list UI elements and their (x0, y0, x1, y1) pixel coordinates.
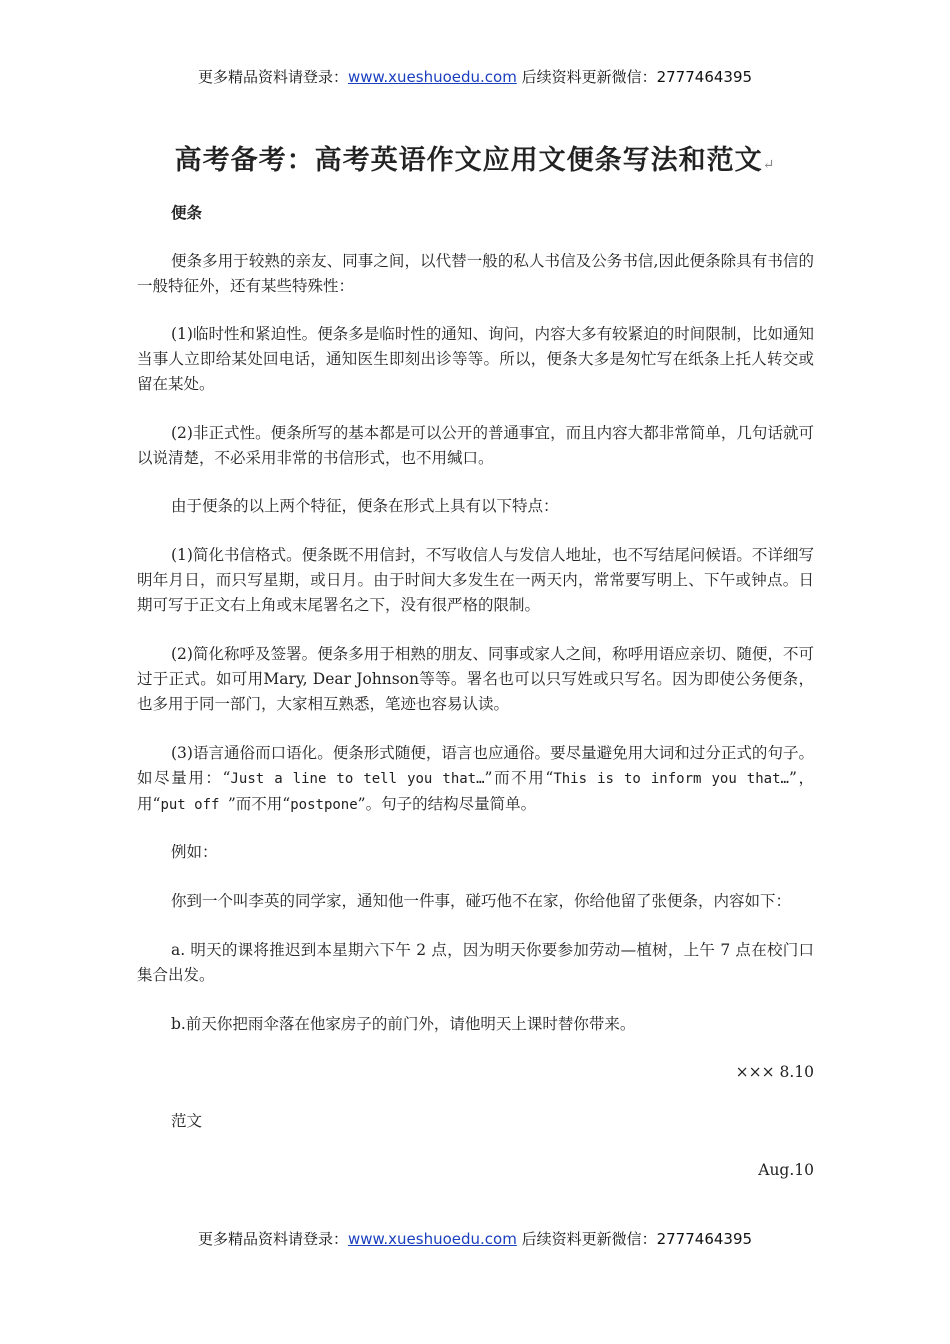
language-text-4: ”而不用“ (227, 795, 291, 813)
title-text: 高考备考：高考英语作文应用文便条写法和范文 (174, 145, 763, 176)
paragraph-temporary: (1)临时性和紧迫性。便条多是临时性的通知、询问，内容大多有较紧迫的时间限制，比如通知当事人立即给某处回电话，通知医生即刻出诊等等。所以，便条大多是匆忙写在纸条上托人转交或留在某处。 (137, 325, 814, 393)
paragraph-features: 由于便条的以上两个特征，便条在形式上具有以下特点： (171, 497, 559, 515)
paragraph-language (137, 741, 814, 818)
footer-suffix: 后续资料更新微信：2777464395 (516, 1230, 753, 1248)
letter-date: Aug.10 (758, 1161, 814, 1179)
model-heading: 范文 (171, 1112, 203, 1130)
header-link[interactable]: www.xueshuoedu.com (347, 68, 517, 86)
phrase-postpone: postpone (290, 797, 358, 813)
paragraph-scenario: 你到一个叫李英的同学家，通知他一件事，碰巧他不在家，你给他留了张便条，内容如下： (171, 892, 792, 910)
language-text-3: ”，用“ (137, 769, 814, 813)
paragraph-example: 例如： (171, 843, 218, 861)
phrase-put-off: put off (160, 797, 228, 813)
return-mark-icon: ↵ (762, 157, 776, 173)
list-item-b: b.前天你把雨伞落在他家房子的前门外，请他明天上课时替你带来。 (171, 1015, 636, 1033)
footer-link[interactable]: www.xueshuoedu.com (347, 1230, 517, 1248)
paragraph-intro: 便条多用于较熟的亲友、同事之间，以代替一般的私人书信及公务书信,因此便条除具有书信的一般特征外，还有某些特殊性： (137, 252, 814, 295)
page-footer (0, 1228, 950, 1249)
language-text-2: ”而不用“ (484, 769, 554, 787)
list-item-a: a. 明天的课将推迟到本星期六下午 2 点，因为明天你要参加劳动—植树，上午 7 点在校门口集合出发。 (137, 941, 814, 984)
language-text-5: ”。句子的结构尽量简单。 (357, 795, 537, 813)
language-text-1: (3)语言通俗而口语化。便条形式随便，语言也应通俗。要尽量避免用大词和过分正式的句子。如尽量用：“ (137, 744, 814, 787)
page-title (0, 138, 950, 177)
section-heading: 便条 (171, 203, 203, 222)
header-prefix: 更多精品资料请登录： (197, 68, 348, 86)
signature: ××× 8.10 (735, 1063, 814, 1081)
paragraph-salutation: (2)简化称呼及签署。便条多用于相熟的朋友、同事或家人之间，称呼用语应亲切、随便，不可过于正式。如可用Mary, Dear Johnson等等。署名也可以只写姓或只写名。因为即使公务便条，也多用于同一部门，大家相互熟悉，笔迹也容易认读。 (137, 645, 814, 713)
phrase-just-a-line: Just a line to tell you that… (230, 771, 485, 787)
paragraph-informal: (2)非正式性。便条所写的基本都是可以公开的普通事宜，而且内容大都非常简单，几句话就可以说清楚，不必采用非常的书信形式，也不用缄口。 (137, 424, 814, 467)
phrase-this-is-to-inform: This is to inform you that… (553, 771, 789, 787)
page-header (0, 66, 950, 87)
paragraph-format: (1)简化书信格式。便条既不用信封，不写收信人与发信人地址，也不写结尾问候语。不详细写明年月日，而只写星期，或日月。由于时间大多发生在一两天内，常常要写明上、下午或钟点。日期可写于正文右上角或末尾署名之下，没有很严格的限制。 (137, 546, 814, 614)
header-suffix: 后续资料更新微信：2777464395 (516, 68, 753, 86)
footer-prefix: 更多精品资料请登录： (197, 1230, 348, 1248)
